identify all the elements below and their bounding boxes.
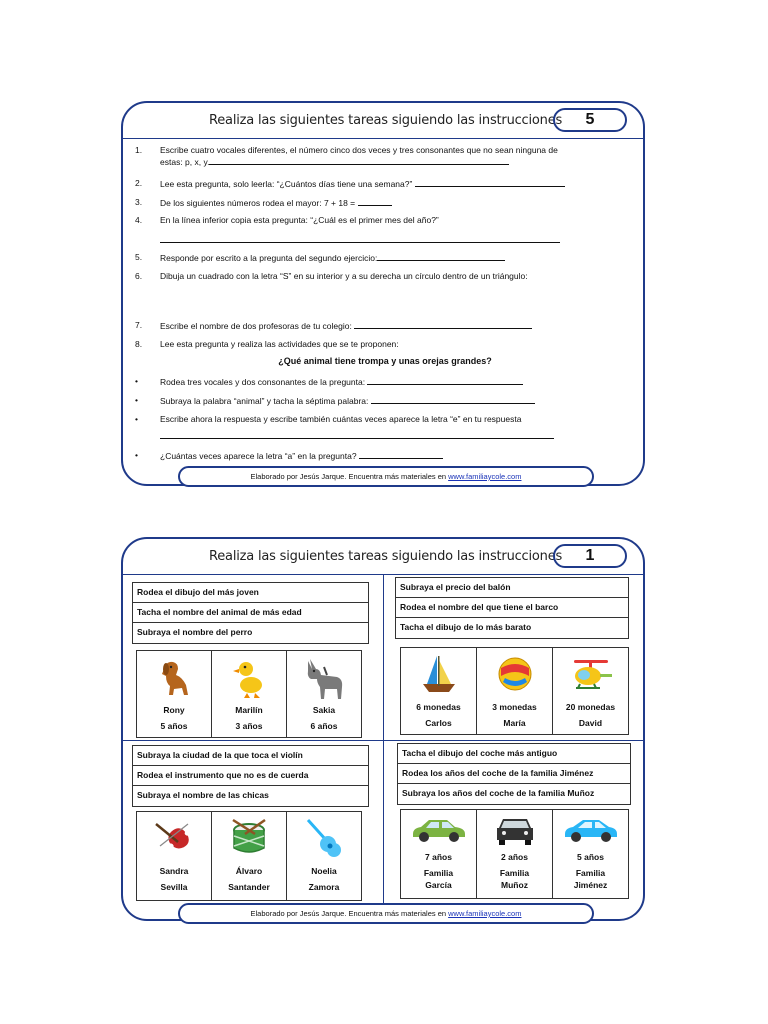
quadrant-animals — [132, 582, 369, 731]
task-text: Rodea tres vocales y dos consonantes de la pregunta: — [160, 376, 632, 388]
task-text: Lee esta pregunta, solo leerla: “¿Cuántos días tiene una semana?” — [160, 178, 632, 190]
task-number: 8. — [135, 339, 143, 349]
instruction-box — [395, 577, 629, 639]
answer-line[interactable] — [415, 178, 565, 187]
picture-cell[interactable] — [212, 651, 287, 737]
answer-line[interactable] — [367, 376, 523, 385]
family-surname: Jiménez — [573, 880, 608, 890]
duck-icon — [227, 655, 271, 699]
picture-row — [136, 650, 362, 738]
animal-name: Marilín — [235, 705, 263, 715]
black-car-icon — [493, 814, 537, 846]
answer-line[interactable] — [160, 438, 554, 439]
task-text: Lee esta pregunta y realiza las actividades que se te proponen: — [160, 339, 399, 349]
instruction-line: Tacha el dibujo de lo más barato — [400, 622, 532, 632]
card-number-badge: 5 — [553, 108, 627, 132]
footer-link[interactable]: www.familiaycole.com — [448, 472, 522, 481]
helicopter-icon — [568, 652, 614, 696]
task-number: 7. — [135, 320, 143, 330]
bullet-mark: • — [135, 376, 138, 386]
owner-name: María — [503, 718, 526, 728]
picture-cell[interactable] — [553, 810, 628, 898]
person-name: Álvaro — [235, 866, 263, 876]
card-number-badge: 1 — [553, 544, 627, 568]
answer-line[interactable] — [354, 320, 532, 329]
answer-line[interactable] — [359, 450, 443, 459]
picture-cell[interactable] — [477, 648, 553, 734]
city-name: Santander — [228, 882, 270, 892]
instruction-box — [132, 745, 369, 807]
bullet-mark: • — [135, 414, 138, 424]
city-name: Sevilla — [160, 882, 188, 892]
animal-name: Sakia — [312, 705, 336, 715]
vertical-divider — [383, 575, 384, 903]
ball-icon — [493, 652, 537, 696]
instruction-line: Subraya el nombre de las chicas — [137, 790, 269, 800]
family-label: Familia — [423, 868, 454, 878]
card-footer — [178, 903, 594, 924]
instruction-line: Rodea los años del coche de la familia Jiménez — [398, 764, 630, 784]
instruction-line: Subraya el precio del balón — [396, 578, 628, 598]
toy-price: 20 monedas — [565, 702, 616, 712]
instruction-line: Subraya la ciudad de la que toca el violín — [133, 746, 368, 766]
city-name: Zamora — [308, 882, 340, 892]
family-surname: García — [425, 880, 452, 890]
person-name: Noelia — [311, 866, 337, 876]
picture-cell[interactable] — [553, 648, 628, 734]
donkey-icon — [302, 655, 346, 701]
instruction-line: Subraya los años del coche de la familia Muñoz — [402, 788, 595, 798]
answer-line[interactable] — [371, 395, 535, 404]
task-text: De los siguientes números rodea el mayor: 7 + 18 = — [160, 197, 632, 209]
picture-cell[interactable] — [477, 810, 553, 898]
picture-cell[interactable] — [287, 812, 361, 900]
task-number: 6. — [135, 271, 143, 281]
family-label: Familia — [499, 868, 530, 878]
worksheet-card-1 — [121, 537, 645, 921]
animal-age: 3 años — [235, 721, 263, 731]
car-age: 5 años — [577, 852, 604, 862]
task-number: 3. — [135, 197, 143, 207]
task-text: Escribe el nombre de dos profesoras de tu colegio: — [160, 320, 632, 332]
footer-credit: Elaborado por Jesús Jarque. Encuentra más materiales en — [250, 909, 449, 918]
task-number: 4. — [135, 215, 143, 225]
picture-cell[interactable] — [287, 651, 361, 737]
answer-line[interactable] — [209, 156, 509, 165]
picture-row — [400, 809, 629, 899]
task-text: Dibuja un cuadrado con la letra “S” en su interior y a su derecha un círculo dentro de un triángulo: — [160, 271, 528, 281]
boat-icon — [417, 652, 461, 696]
quadrant-toys — [395, 577, 629, 728]
green-car-icon — [409, 814, 469, 844]
answer-line[interactable] — [160, 242, 560, 243]
task-text: Responde por escrito a la pregunta del segundo ejercicio: — [160, 252, 632, 264]
task-text: Escribe cuatro vocales diferentes, el número cinco dos veces y tres consonantes que no sean ninguna de — [160, 145, 558, 155]
instruction-box — [397, 743, 631, 805]
card-header — [123, 103, 643, 139]
horizontal-divider — [123, 740, 643, 741]
task-number: 5. — [135, 252, 143, 262]
drum-icon — [227, 816, 271, 860]
instruction-line: Rodea el instrumento que no es de cuerda — [133, 766, 368, 786]
owner-name: Carlos — [425, 718, 452, 728]
animal-age: 5 años — [160, 721, 188, 731]
instruction-line: Rodea el dibujo del más joven — [133, 583, 368, 603]
picture-cell[interactable] — [137, 812, 212, 900]
task-number: 2. — [135, 178, 143, 188]
toy-price: 6 monedas — [416, 702, 461, 712]
owner-name: David — [578, 718, 603, 728]
task-text: En la línea inferior copia esta pregunta: “¿Cuál es el primer mes del año?” — [160, 215, 439, 225]
blue-car-icon — [561, 814, 621, 844]
picture-cell[interactable] — [401, 648, 477, 734]
car-age: 2 años — [501, 852, 528, 862]
task-text: Subraya la palabra “animal” y tacha la séptima palabra: — [160, 395, 632, 407]
quadrant-cars — [397, 743, 631, 890]
card-title: Realiza las siguientes tareas siguiendo las instrucciones — [209, 549, 563, 564]
picture-cell[interactable] — [212, 812, 287, 900]
bullet-mark: • — [135, 395, 138, 405]
instruction-box — [132, 582, 369, 644]
worksheet-card-5 — [121, 101, 645, 486]
instruction-line: Tacha el dibujo del coche más antiguo — [398, 744, 630, 764]
instruction-line: Subraya el nombre del perro — [137, 627, 253, 637]
instruction-line: Rodea el nombre del que tiene el barco — [396, 598, 628, 618]
dog-icon — [152, 655, 196, 699]
toy-price: 3 monedas — [492, 702, 537, 712]
animal-name: Rony — [163, 705, 185, 715]
family-label: Familia — [575, 868, 606, 878]
task-number: 1. — [135, 145, 143, 155]
picture-row — [136, 811, 362, 901]
picture-row — [400, 647, 629, 735]
instruction-line: Tacha el nombre del animal de más edad — [133, 603, 368, 623]
footer-link[interactable]: www.familiaycole.com — [448, 909, 522, 918]
task-text-continued: estas: p, x, y. — [160, 156, 632, 168]
footer-credit: Elaborado por Jesús Jarque. Encuentra más materiales en — [250, 472, 449, 481]
violin-icon — [152, 816, 196, 860]
person-name: Sandra — [159, 866, 189, 876]
animal-age: 6 años — [310, 721, 338, 731]
task-text: Escribe ahora la respuesta y escribe también cuántas veces aparece la letra “e” en tu respuesta — [160, 414, 522, 424]
card-header — [123, 539, 643, 575]
answer-line[interactable] — [358, 197, 392, 206]
bullet-mark: • — [135, 450, 138, 460]
card-title: Realiza las siguientes tareas siguiendo las instrucciones — [209, 113, 563, 128]
quadrant-instruments — [132, 745, 369, 892]
answer-line[interactable] — [377, 252, 505, 261]
guitar-icon — [302, 816, 346, 860]
family-surname: Muñoz — [501, 880, 528, 890]
question-text: ¿Qué animal tiene trompa y unas orejas grandes? — [278, 356, 492, 366]
car-age: 7 años — [425, 852, 452, 862]
task-text: ¿Cuántas veces aparece la letra “a” en la pregunta? — [160, 450, 632, 462]
picture-cell[interactable] — [137, 651, 212, 737]
picture-cell[interactable] — [401, 810, 477, 898]
card-footer — [178, 466, 594, 487]
